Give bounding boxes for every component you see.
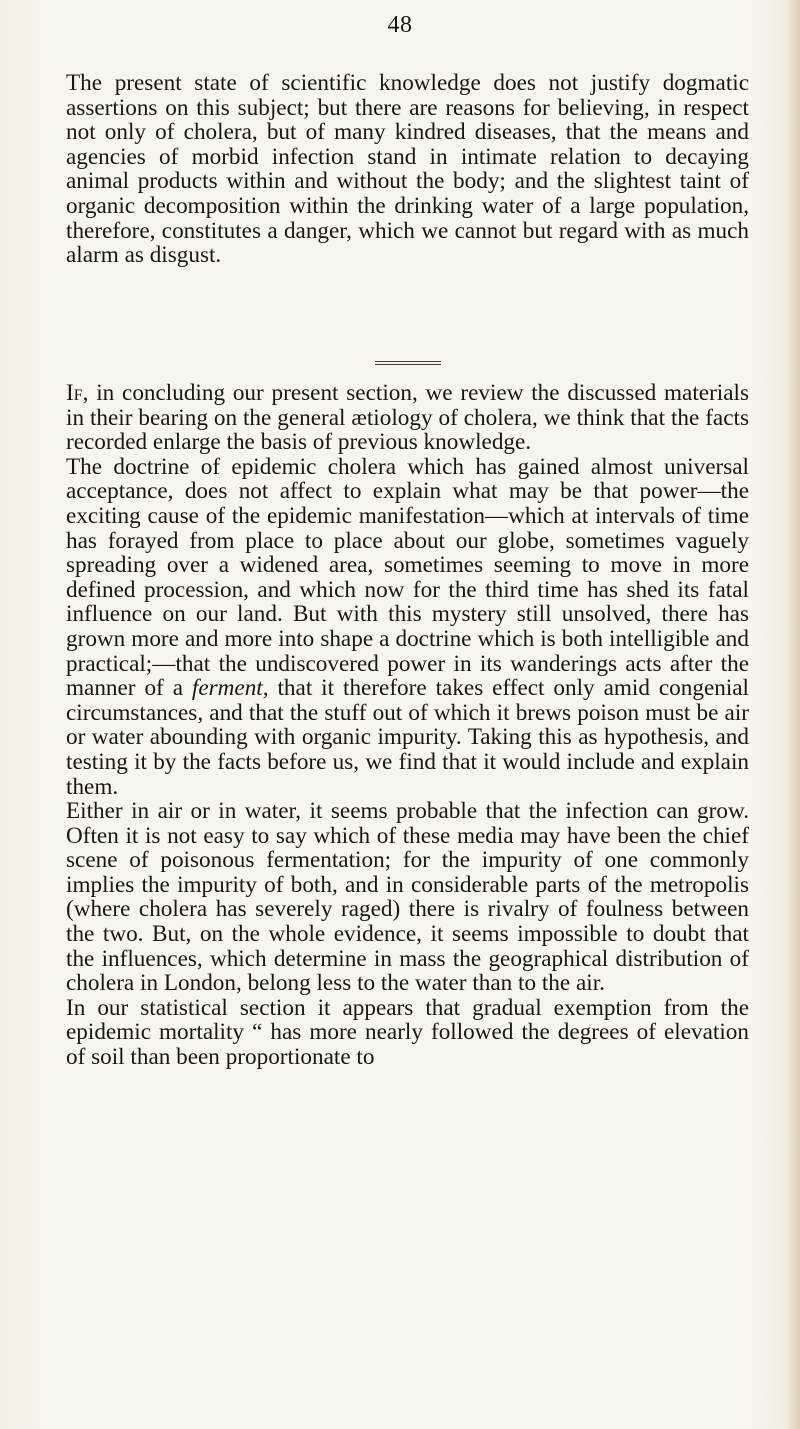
- lead-word: If,: [66, 380, 89, 406]
- paragraph-air-water: Either in air or in water, it seems probable that the infection can grow. Often it is not easy to say which of these media may have been the chief scene of poisonous fermentation; for the impurity of one commonly implies the impurity of both, and in considerable parts of the metropolis (where cholera has severely raged) there is rivalry of foulness between the two. But, on the whole evidence, it seems impossible to doubt that the influences, which determine in mass the geographical distribution of cholera in London, belong less to the water than to the air.: [66, 798, 749, 997]
- paragraph-statistical: In our statistical section it appears that gradual exemption from the epidemic mortality “ has more nearly followed the degrees of elevation of soil than been proportionate to: [66, 994, 749, 1071]
- page-edge-shadow: [786, 0, 800, 1429]
- section-1-text: [66, 71, 749, 268]
- paragraph-doctrine-before: The doctrine of epidemic cholera which has gained almost universal acceptance, does not affect to explain what may be that power—the exciting cause of the epidemic manifestation—which at intervals of time has forayed from place to place about our globe, sometimes vaguely spreading over a widened area, sometimes seeming to move in more defined procession, and which now for the third time has shed its fatal influence on our land. But with this mystery still unsolved, there has grown more and more into shape a doctrine which is both intelligible and practical;—that the undiscovered power in its wanderings acts after the manner of a: [66, 453, 749, 702]
- paragraph-concluding-rest: in concluding our present section, we review the discussed materials in their bearing on the general ætiology of cholera, we think that the facts recorded enlarge the basis of previous knowledge.: [66, 380, 749, 456]
- section-2-text: [66, 381, 749, 1070]
- paragraph-water-taint: The present state of scientific knowledge does not justify dogmatic assertions on this subject; but there are reasons for believing, in respect not only of cholera, but of many kindred diseases, that the means and agencies of morbid infection stand in intimate relation to decaying animal products within and without the body; and the slightest taint of organic decomposition within the drinking water of a large population, therefore, constitutes a danger, which we cannot but regard with as much alarm as disgust.: [66, 70, 749, 269]
- paragraph-doctrine-after: that it therefore takes effect only amid congenial circumstances, and that the stuff out of which it brews poison must be air or water abounding with organic impurity. Taking this as hypothesis, and testing it by the facts before us, we find that it would include and explain them.: [66, 675, 750, 800]
- page-number: 48: [387, 12, 413, 38]
- paragraph-doctrine: [66, 455, 749, 799]
- section-divider: [375, 361, 441, 365]
- emphasis-ferment: ferment,: [191, 675, 269, 702]
- paragraph-concluding: [66, 381, 749, 455]
